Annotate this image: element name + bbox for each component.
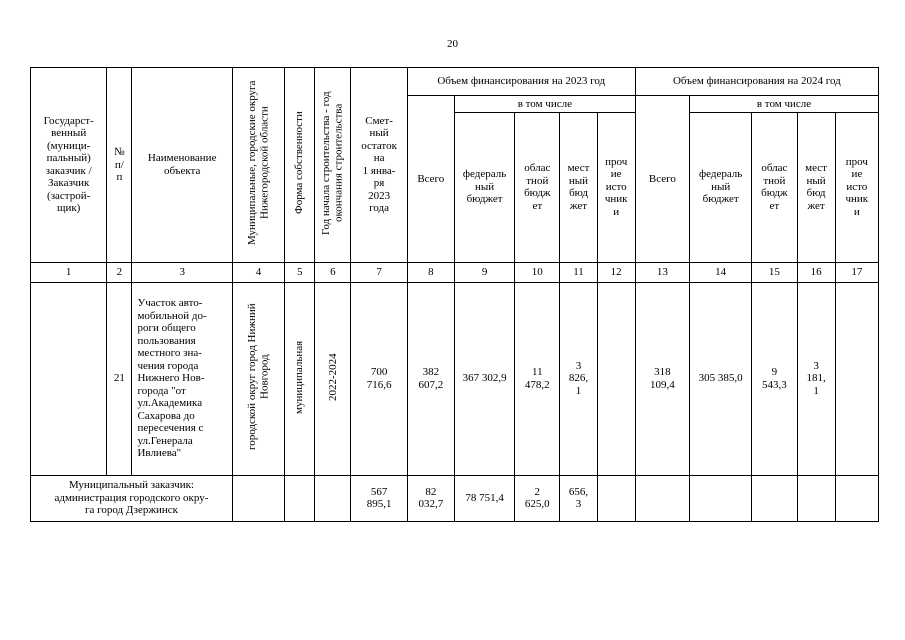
financing-table bbox=[30, 67, 879, 522]
column-number: 14 bbox=[690, 262, 752, 282]
header-local-2023: мест ный бюд жет bbox=[560, 112, 597, 262]
summary-empty bbox=[752, 475, 797, 521]
header-local-2024: мест ный бюд жет bbox=[797, 112, 835, 262]
summary-regional-2023: 2 625,0 bbox=[515, 475, 560, 521]
header-object-name: Наименование объекта bbox=[132, 68, 232, 263]
row-municipality bbox=[232, 282, 284, 475]
column-number: 13 bbox=[635, 262, 689, 282]
column-number: 3 bbox=[132, 262, 232, 282]
column-number: 11 bbox=[560, 262, 597, 282]
header-regional-2024: облас тной бюдж ет bbox=[752, 112, 797, 262]
summary-empty bbox=[690, 475, 752, 521]
row-regional-2024: 9 543,3 bbox=[752, 282, 797, 475]
summary-empty bbox=[232, 475, 284, 521]
header-federal-2023: федераль ный бюджет bbox=[454, 112, 514, 262]
column-number: 7 bbox=[351, 262, 407, 282]
summary-row bbox=[31, 475, 879, 521]
header-total-2023: Всего bbox=[407, 96, 454, 263]
row-local-2024: 3 181, 1 bbox=[797, 282, 835, 475]
row-years-text: 2022-2024 bbox=[326, 352, 339, 401]
header-customer: Государст- венный (муници- пальный) заказчик / Заказчик (застрой- щик) bbox=[31, 68, 107, 263]
summary-empty bbox=[285, 475, 315, 521]
row-number: 21 bbox=[107, 282, 132, 475]
header-including-2023: в том числе bbox=[454, 96, 635, 113]
column-number: 8 bbox=[407, 262, 454, 282]
summary-local-2023: 656, 3 bbox=[560, 475, 597, 521]
column-number: 1 bbox=[31, 262, 107, 282]
header-municipality-text: Муниципальные, городские округа Нижегородской области bbox=[246, 80, 271, 246]
row-other-2024 bbox=[835, 282, 878, 475]
header-years-text: Год начала строительства - год окончания строительства bbox=[320, 91, 345, 235]
summary-empty bbox=[315, 475, 351, 521]
header-regional-2023: облас тной бюдж ет bbox=[515, 112, 560, 262]
summary-total-2023: 82 032,7 bbox=[407, 475, 454, 521]
header-other-2024: проч ие исто чник и bbox=[835, 112, 878, 262]
column-number: 12 bbox=[597, 262, 635, 282]
header-remainder: Смет- ный остаток на 1 янва- ря 2023 года bbox=[351, 68, 407, 263]
header-total-2024: Всего bbox=[635, 96, 689, 263]
row-ownership-text: муниципальная bbox=[293, 340, 306, 414]
column-number: 4 bbox=[232, 262, 284, 282]
column-number: 2 bbox=[107, 262, 132, 282]
summary-label: Муниципальный заказчик: администрация городского окру- га город Дзержинск bbox=[31, 475, 233, 521]
summary-remainder: 567 895,1 bbox=[351, 475, 407, 521]
row-local-2023: 3 826, 1 bbox=[560, 282, 597, 475]
summary-empty bbox=[797, 475, 835, 521]
header-years bbox=[315, 68, 351, 263]
summary-empty bbox=[835, 475, 878, 521]
column-number: 15 bbox=[752, 262, 797, 282]
header-including-2024: в том числе bbox=[690, 96, 879, 113]
header-federal-2024: федераль ный бюджет bbox=[690, 112, 752, 262]
row-total-2023: 382 607,2 bbox=[407, 282, 454, 475]
header-number: № п/ п bbox=[107, 68, 132, 263]
header-funding-2024: Объем финансирования на 2024 год bbox=[635, 68, 878, 96]
row-years bbox=[315, 282, 351, 475]
column-number: 5 bbox=[285, 262, 315, 282]
summary-empty bbox=[635, 475, 689, 521]
column-number: 10 bbox=[515, 262, 560, 282]
row-federal-2023: 367 302,9 bbox=[454, 282, 514, 475]
column-number: 6 bbox=[315, 262, 351, 282]
row-regional-2023: 11 478,2 bbox=[515, 282, 560, 475]
summary-empty bbox=[597, 475, 635, 521]
row-other-2023 bbox=[597, 282, 635, 475]
column-number: 17 bbox=[835, 262, 878, 282]
header-funding-2023: Объем финансирования на 2023 год bbox=[407, 68, 635, 96]
row-ownership bbox=[285, 282, 315, 475]
summary-federal-2023: 78 751,4 bbox=[454, 475, 514, 521]
column-number-row bbox=[31, 262, 879, 282]
row-remainder: 700 716,6 bbox=[351, 282, 407, 475]
row-federal-2024: 305 385,0 bbox=[690, 282, 752, 475]
header-other-2023: проч ие исто чник и bbox=[597, 112, 635, 262]
column-number: 9 bbox=[454, 262, 514, 282]
row-total-2024: 318 109,4 bbox=[635, 282, 689, 475]
row-municipality-text: городской округ город Нижний Новгород bbox=[246, 303, 271, 451]
table-row bbox=[31, 282, 879, 475]
row-object: Участок авто- мобильной до- роги общего пользования местного зна- чения города Нижнего Нов- города "от ул.Академика Сахарова до пересечения с ул.Генерала Ивлиева" bbox=[132, 282, 232, 475]
header-municipality bbox=[232, 68, 284, 263]
header-ownership bbox=[285, 68, 315, 263]
row-customer bbox=[31, 282, 107, 475]
column-number: 16 bbox=[797, 262, 835, 282]
page-number: 20 bbox=[447, 38, 458, 50]
header-ownership-text: Форма собственности bbox=[293, 111, 306, 215]
